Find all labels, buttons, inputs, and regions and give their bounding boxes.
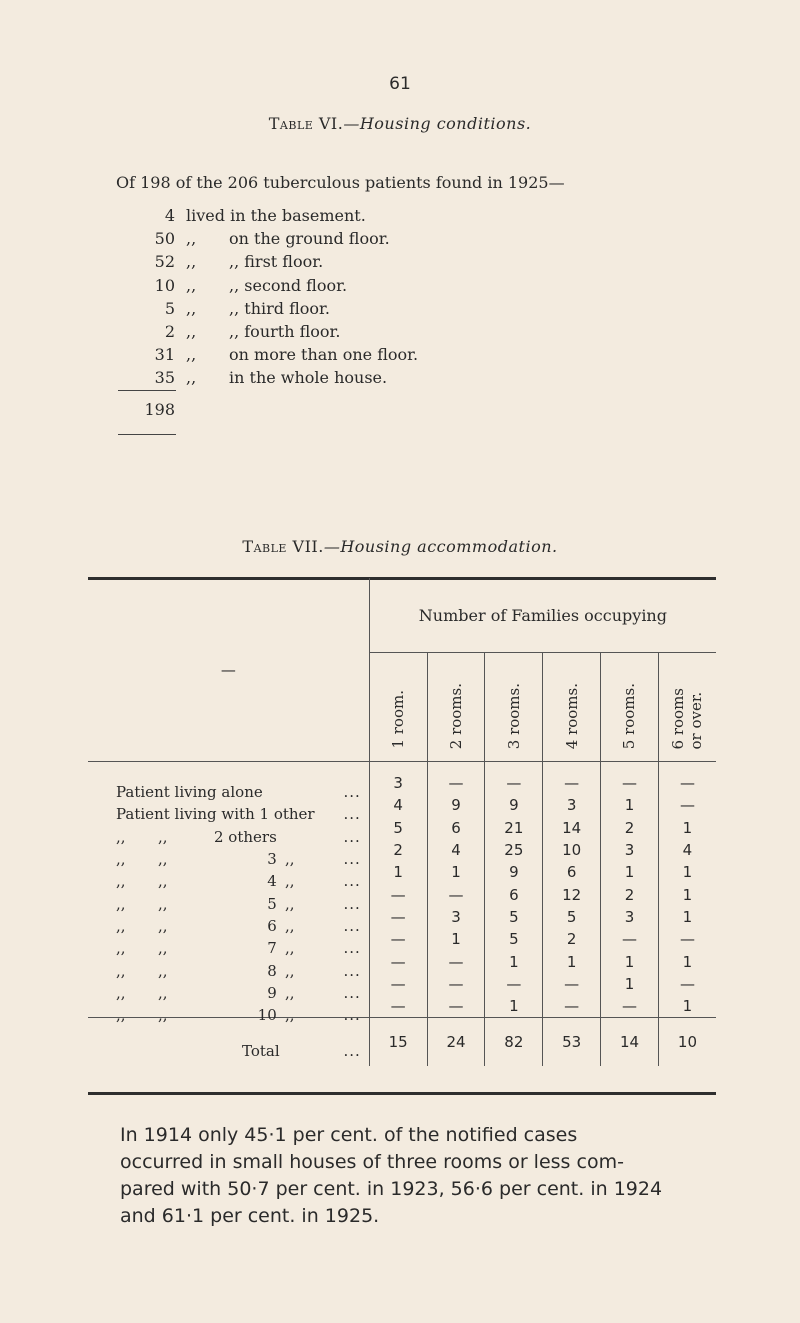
floor-description: on the ground floor.	[229, 229, 390, 249]
ditto-mark: ,,	[285, 916, 295, 935]
table-cell: 21	[485, 817, 543, 839]
table-cell: —	[369, 950, 427, 972]
ditto-mark: ,,	[186, 229, 197, 249]
ditto-mark: ,,	[158, 939, 168, 958]
floor-description: ,, fourth floor.	[229, 321, 341, 341]
closing-paragraph	[120, 1122, 720, 1230]
table-cell: —	[427, 973, 485, 995]
table-row	[88, 906, 716, 928]
leader-dots: ...	[343, 1042, 361, 1061]
table-row	[88, 861, 716, 883]
ditto-mark: ,,	[285, 894, 295, 913]
table-cell: 1	[601, 950, 659, 972]
ditto-mark: ,,	[158, 983, 168, 1002]
table-cell: 1	[658, 883, 716, 905]
row-label	[88, 839, 369, 869]
stub-header: —	[88, 578, 369, 762]
leader-dots: ...	[343, 894, 361, 913]
row-label	[88, 762, 369, 802]
ditto-mark: ,,	[186, 368, 197, 388]
table-row	[88, 950, 716, 972]
table-7-caption	[0, 537, 800, 556]
table-cell: —	[369, 973, 427, 995]
table-cell: —	[658, 762, 716, 795]
ditto-mark: ,,	[158, 894, 168, 913]
table-cell: 2	[601, 883, 659, 905]
row-label	[88, 794, 369, 824]
others-count: 10	[257, 1006, 277, 1025]
others-count: 5	[267, 894, 277, 913]
table-cell: 1	[485, 950, 543, 972]
table-cell: —	[543, 973, 601, 995]
table-cell: —	[543, 995, 601, 1018]
row-label	[88, 995, 369, 1025]
leader-dots: ...	[343, 850, 361, 869]
table-cell: 3	[543, 794, 601, 816]
table-cell: 5	[369, 817, 427, 839]
ditto-mark: ,,	[116, 827, 126, 846]
housing-conditions-list	[0, 204, 800, 390]
housing-conditions-row	[0, 250, 800, 273]
table-cell: 1	[658, 817, 716, 839]
housing-accommodation-table	[88, 578, 716, 1066]
ditto-mark: ,,	[285, 983, 295, 1002]
table-6-title: —Housing conditions.	[343, 114, 532, 133]
paragraph-line: pared with 50·7 per cent. in 1923, 56·6 per cent. in 1924	[120, 1178, 663, 1200]
table-cell: 2	[601, 817, 659, 839]
table-cell: —	[601, 762, 659, 795]
ditto-mark: ,,	[285, 939, 295, 958]
total-cell: 53	[543, 1018, 601, 1067]
housing-conditions-row	[0, 320, 800, 343]
leader-dots: ...	[343, 1006, 361, 1025]
total-cell: 14	[601, 1018, 659, 1067]
ditto-mark: ,,	[186, 252, 197, 272]
row-label	[88, 928, 369, 958]
others-count: 4	[267, 872, 277, 891]
others-count: 3	[267, 850, 277, 869]
ditto-mark: ,,	[186, 275, 197, 295]
table-cell: —	[485, 762, 543, 795]
total-label: Total	[242, 1042, 280, 1061]
table-cell: —	[485, 973, 543, 995]
column-header-text: 2 rooms.	[447, 682, 465, 749]
table-cell: —	[369, 906, 427, 928]
table-cell: 1	[369, 861, 427, 883]
table-cell: —	[601, 995, 659, 1018]
ditto-mark: ,,	[158, 827, 168, 846]
table-6-caption	[0, 114, 800, 133]
housing-conditions-total: 198	[144, 400, 175, 419]
row-label	[88, 817, 369, 846]
housing-conditions-row	[0, 274, 800, 297]
ditto-mark: ,,	[285, 961, 295, 980]
table-cell: —	[658, 794, 716, 816]
others-count: 7	[267, 939, 277, 958]
housing-conditions-row	[0, 297, 800, 320]
leader-dots: ...	[343, 916, 361, 935]
column-header	[369, 653, 427, 762]
table-cell: 25	[485, 839, 543, 861]
floor-count: 2	[164, 321, 175, 341]
leader-dots: ...	[343, 939, 361, 958]
floor-count: 52	[154, 252, 175, 272]
ditto-mark: ,,	[285, 872, 295, 891]
table-row	[88, 762, 716, 795]
table-cell: —	[369, 883, 427, 905]
column-header-text: 5 rooms.	[620, 682, 639, 749]
total-cell: 24	[427, 1018, 485, 1067]
ditto-mark: ,,	[186, 298, 197, 318]
housing-conditions-row	[0, 366, 800, 389]
floor-description: on more than one floor.	[229, 345, 419, 365]
table-cell: 1	[658, 906, 716, 928]
table-cell: 1	[427, 861, 485, 883]
floor-description: ,, first floor.	[229, 252, 324, 272]
paragraph-line: and 61·1 per cent. in 1925.	[120, 1205, 380, 1227]
table-6-label: Table VI.	[268, 114, 344, 133]
row-label	[88, 950, 369, 980]
table-cell: 12	[543, 883, 601, 905]
table-cell: 1	[658, 995, 716, 1018]
floor-description: ,, second floor.	[229, 275, 348, 295]
ditto-mark: ,,	[158, 1006, 168, 1025]
table-7-title: —Housing accommodation.	[323, 537, 558, 556]
table-cell: 3	[369, 762, 427, 795]
total-label-cell	[88, 1018, 369, 1067]
column-header	[485, 653, 543, 762]
total-row	[88, 1018, 716, 1067]
ditto-mark: ,,	[158, 916, 168, 935]
floor-count: 50	[154, 229, 175, 249]
table-cell: 5	[485, 906, 543, 928]
others-count: 9	[267, 983, 277, 1002]
table-cell: 1	[658, 950, 716, 972]
table-cell: 4	[427, 839, 485, 861]
table-cell: —	[369, 995, 427, 1018]
row-label	[88, 861, 369, 891]
table-cell: —	[658, 973, 716, 995]
ditto-mark: ,,	[285, 850, 295, 869]
table-cell: 5	[485, 928, 543, 950]
others-count: 2 others	[213, 827, 277, 846]
floor-description: lived in the basement.	[186, 206, 366, 225]
ditto-mark: ,,	[158, 961, 168, 980]
table-cell: —	[543, 762, 601, 795]
table-cell: —	[427, 950, 485, 972]
ditto-mark: ,,	[116, 1006, 126, 1025]
leader-dots: ...	[343, 872, 361, 891]
table-cell: 3	[601, 839, 659, 861]
ditto-mark: ,,	[116, 872, 126, 891]
table-cell: —	[601, 928, 659, 950]
floor-count: 4	[164, 206, 175, 225]
floor-description: in the whole house.	[229, 368, 388, 388]
table-cell: 9	[485, 861, 543, 883]
ditto-mark: ,,	[116, 894, 126, 913]
paragraph-line: occurred in small houses of three rooms or less com-	[120, 1151, 624, 1173]
others-count: 6	[267, 916, 277, 935]
leader-dots: ...	[343, 783, 361, 802]
table-cell: 4	[658, 839, 716, 861]
table-cell: 1	[485, 995, 543, 1018]
table-cell: 9	[485, 794, 543, 816]
table-row	[88, 928, 716, 950]
row-label	[88, 973, 369, 1002]
row-label	[88, 906, 369, 935]
sum-rule-bottom	[118, 434, 176, 435]
table-cell: 14	[543, 817, 601, 839]
floor-count: 5	[164, 298, 175, 318]
table-row	[88, 883, 716, 905]
page-number: 61	[389, 74, 411, 94]
table-cell: 6	[543, 861, 601, 883]
ditto-mark: ,,	[186, 321, 197, 341]
table-6-intro: Of 198 of the 206 tuberculous patients found in 1925—	[116, 173, 565, 192]
column-header	[427, 653, 485, 762]
group-header: Number of Families occupying	[369, 578, 716, 653]
housing-conditions-row	[0, 204, 800, 227]
column-header-text: 6 rooms or over.	[669, 687, 706, 749]
table-cell: 1	[601, 861, 659, 883]
row-label-text: Patient living alone	[116, 783, 263, 802]
table-cell: 1	[427, 928, 485, 950]
others-count: 8	[267, 961, 277, 980]
table-row	[88, 839, 716, 861]
paragraph-line: In 1914 only 45·1 per cent. of the notified cases	[120, 1124, 578, 1146]
leader-dots: ...	[343, 961, 361, 980]
floor-description: ,, third floor.	[229, 298, 330, 318]
table-bottom-rule	[88, 1092, 716, 1095]
table-cell: 6	[427, 817, 485, 839]
column-header	[543, 653, 601, 762]
column-header-text: 1 room.	[389, 690, 408, 749]
table-row	[88, 817, 716, 839]
table-cell: —	[427, 995, 485, 1018]
table-cell: —	[369, 928, 427, 950]
leader-dots: ...	[343, 983, 361, 1002]
table-cell: 5	[543, 906, 601, 928]
table-cell: 1	[601, 973, 659, 995]
table-row	[88, 794, 716, 816]
ditto-mark: ,,	[158, 872, 168, 891]
table-cell: 4	[369, 794, 427, 816]
table-cell: 1	[543, 950, 601, 972]
table-cell: 2	[543, 928, 601, 950]
ditto-mark: ,,	[285, 1006, 295, 1025]
floor-count: 31	[154, 345, 175, 365]
sum-rule-top	[118, 390, 176, 391]
ditto-mark: ,,	[158, 850, 168, 869]
ditto-mark: ,,	[116, 850, 126, 869]
leader-dots: ...	[343, 805, 361, 824]
table-cell: 10	[543, 839, 601, 861]
table-cell: 6	[485, 883, 543, 905]
table-cell: 9	[427, 794, 485, 816]
row-label-text: Patient living with 1 other	[116, 805, 315, 824]
ditto-mark: ,,	[186, 345, 197, 365]
row-label	[88, 883, 369, 913]
table-cell: 3	[601, 906, 659, 928]
total-cell: 82	[485, 1018, 543, 1067]
ditto-mark: ,,	[116, 983, 126, 1002]
table-row	[88, 973, 716, 995]
housing-conditions-row	[0, 227, 800, 250]
ditto-mark: ,,	[116, 939, 126, 958]
total-cell: 15	[369, 1018, 427, 1067]
floor-count: 10	[154, 275, 175, 295]
column-header-text: 3 rooms.	[504, 682, 523, 749]
leader-dots: ...	[343, 827, 361, 846]
column-header	[601, 653, 659, 762]
ditto-mark: ,,	[116, 916, 126, 935]
table-cell: 2	[369, 839, 427, 861]
floor-count: 35	[154, 368, 175, 388]
table-7-label: Table VII.	[242, 537, 324, 556]
ditto-mark: ,,	[116, 961, 126, 980]
total-cell: 10	[658, 1018, 716, 1067]
table-row	[88, 995, 716, 1018]
column-header	[658, 653, 716, 762]
table-cell: 3	[427, 906, 485, 928]
table-cell: —	[427, 883, 485, 905]
table-cell: 1	[658, 861, 716, 883]
table-cell: 1	[601, 794, 659, 816]
column-header-text: 4 rooms.	[562, 682, 581, 749]
housing-conditions-row	[0, 343, 800, 366]
table-cell: —	[658, 928, 716, 950]
table-cell: —	[427, 762, 485, 795]
